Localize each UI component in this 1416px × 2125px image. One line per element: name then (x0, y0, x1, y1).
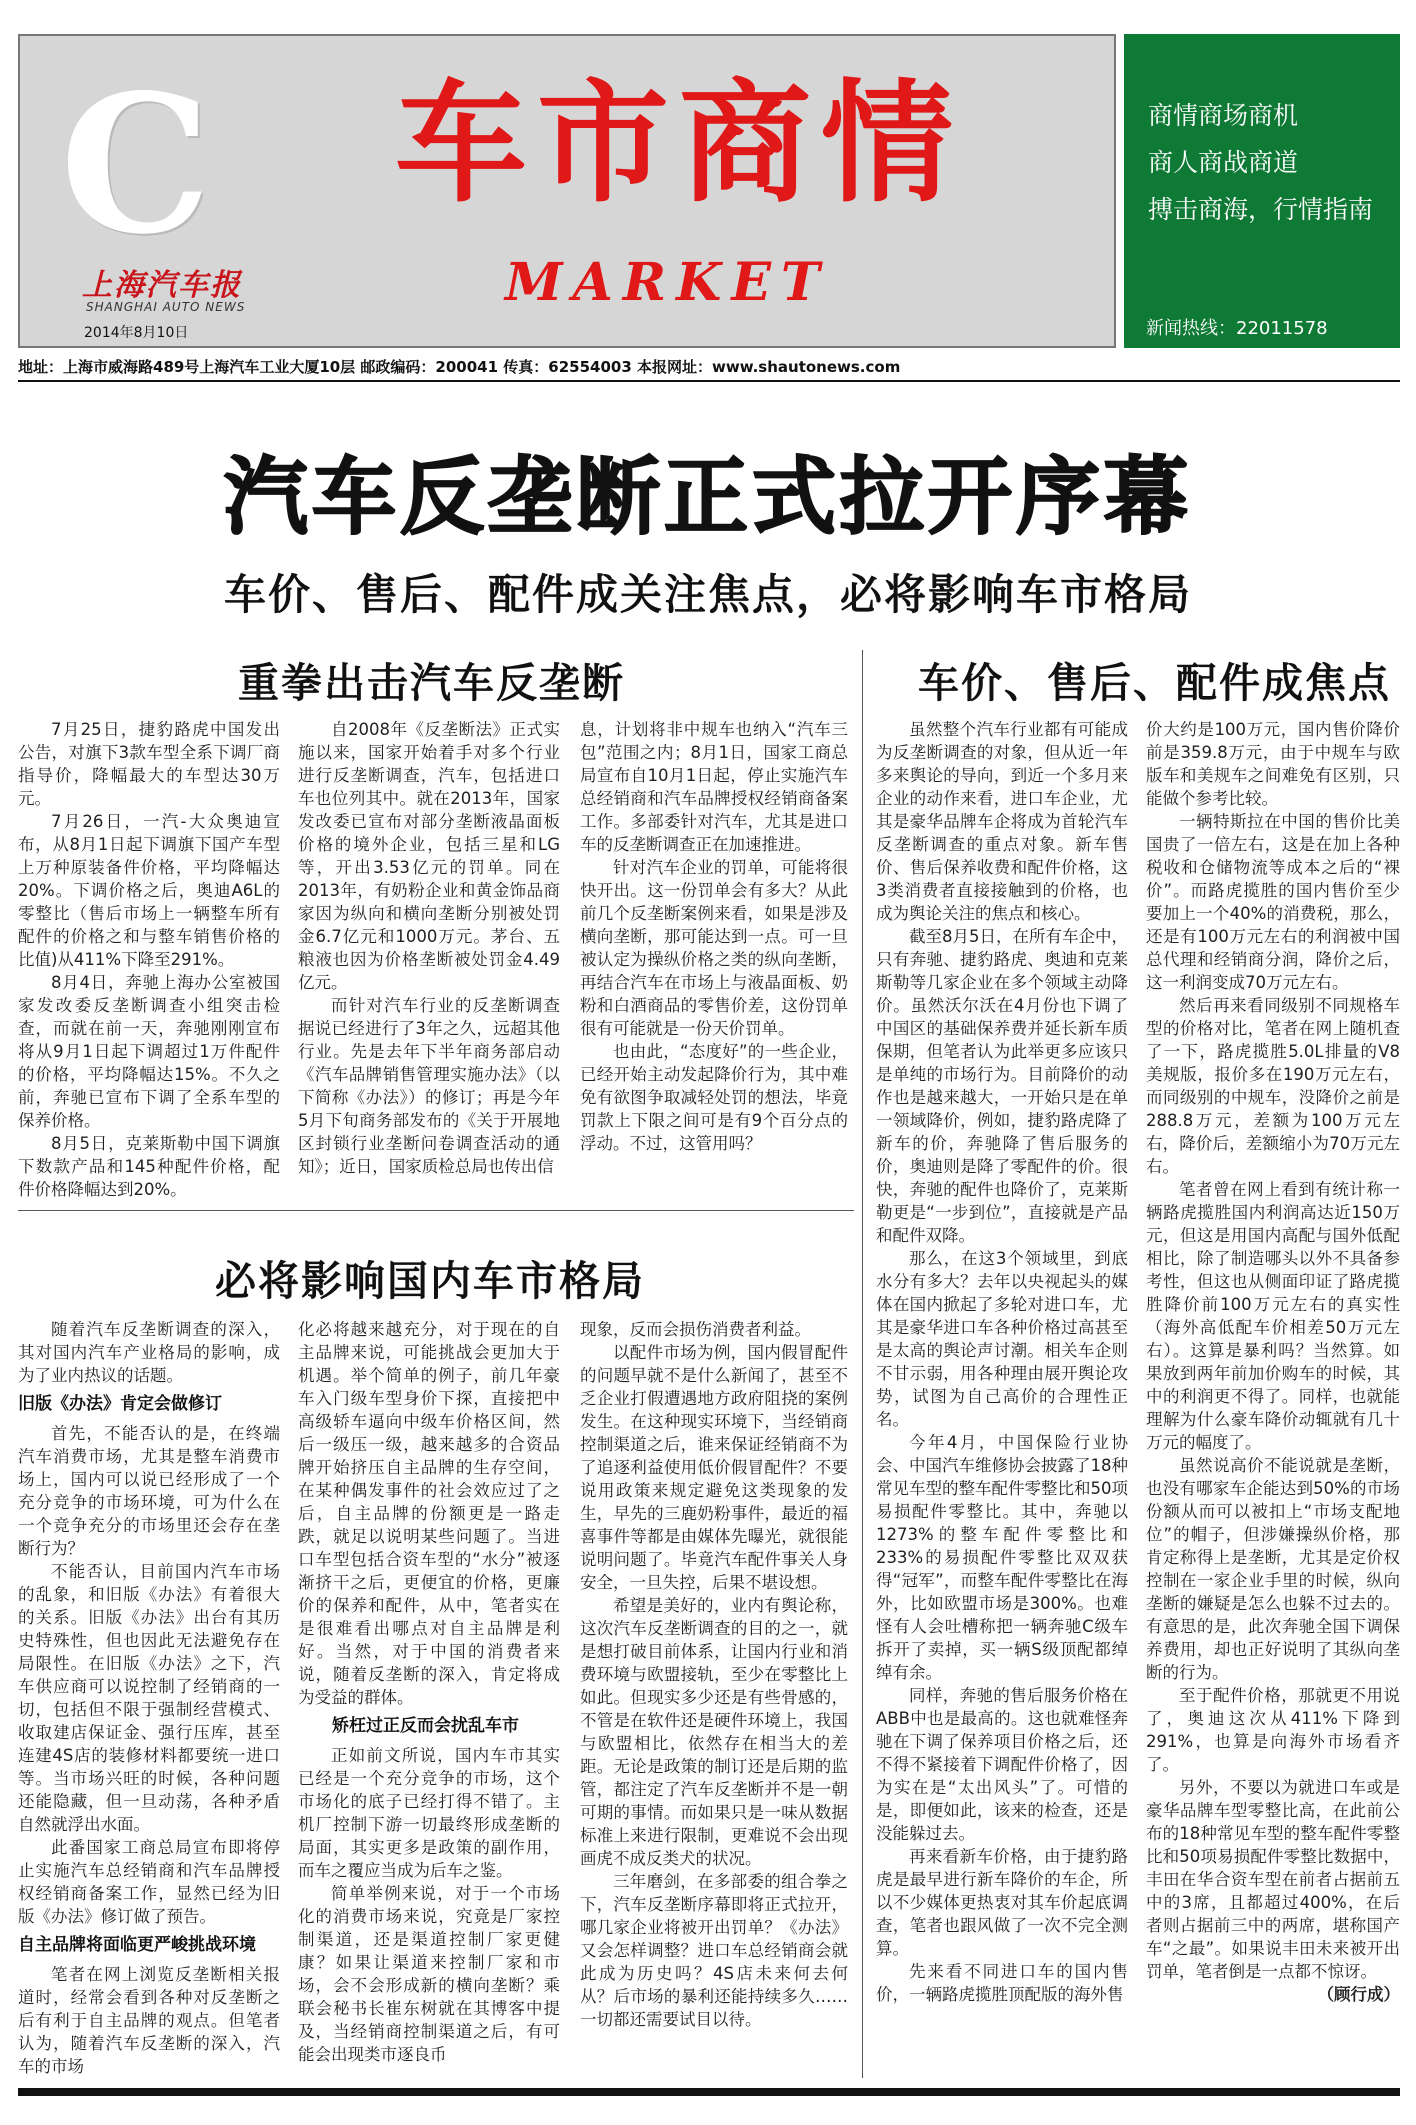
paragraph: 一辆特斯拉在中国的售价比美国贵了一倍左右，这是在加上各种税收和仓储物流等成本之后的“裸价”。而路虎揽胜的国内售价至少要加上一个40%的消费税，那么，还是有100万元左右的利润被中国总代理和经销商分润，降价之后，这一利润变成70万元左右。 (1146, 812, 1400, 992)
paragraph: 截至8月5日，在所有车企中，只有奔驰、捷豹路虎、奥迪和克莱斯勒等几家企业在多个领域主动降价。虽然沃尔沃在4月份也下调了中国区的基础保养费并延长新车质保期，但笔者认为此举更多应该只是单纯的市场行为。目前降价的动作也是越来越大，一开始只是在单一领域降价，例如，捷豹路虎降了新车的价，奔驰降了售后服务的价，奥迪则是降了零配件的价。很快，奔驰的配件也降价了，克莱斯勒更是“一步到位”，直接就是产品和配件双降。 (876, 927, 1128, 1245)
paragraph: 希望是美好的，业内有舆论称，这次汽车反垄断调查的目的之一，就是想打破目前体系，让国内行业和消费环境与欧盟接轨，至少在零整比上如此。但现实多少还是有些骨感的，不管是在软件还是硬件环境上，我国与欧盟相比，依然存在相当大的差距。无论是政策的制订还是后期的监管，都注定了汽车反垄断并不是一朝可期的事情。而如果只是一味从数据标准上来进行限制，更难说不会出现画虎不成反类犬的状况。 (580, 1596, 848, 1868)
issue-date: 2014年8月10日 (84, 325, 189, 341)
newspaper-logo-english: SHANGHAI AUTO NEWS (86, 300, 246, 314)
paragraph: 然后再来看同级别不同规格车型的价格对比，笔者在网上随机查了一下，路虎揽胜5.0L排量的V8美规版，报价多在190万元左右，而同级别的中规车，没降价之前是288.8万元，差额为100万元左右，降价后，差额缩小为70万元左右。 (1146, 996, 1400, 1176)
article-title-3: 必将影响国内车市格局 (215, 1257, 645, 1305)
main-headline: 汽车反垄断正式拉开序幕 (223, 448, 1192, 546)
section-subtitle: MARKET (505, 252, 830, 313)
section-divider (18, 1210, 854, 1211)
byline: （顾行成） (1317, 1985, 1400, 2004)
column-divider (862, 650, 863, 2078)
paragraph: 7月26日，一汽-大众奥迪宣布，从8月1日起下调旗下国产车型上万种原装备件价格，平均降幅达20%。下调价格之后，奥迪A6L的零整比（售后市场上一辆整车所有配件的价格之和与整车销售价格的比值)从411%下降至291%。 (18, 812, 280, 969)
paragraph: 8月5日，克莱斯勒中国下调旗下数款产品和145种配件价格，配件价格降幅达到20%。 (18, 1134, 280, 1199)
paragraph: 另外，不要以为就进口车或是豪华品牌车型零整比高，在此前公布的18种常见车型的整车配件零整比和50项易损配件零整比数据中，丰田在华合资车型在前者占据前五中的3席，且都超过400%，在后者则占据前三中的两席，堪称国产车“之最”。如果说丰田未来被开出罚单，笔者倒是一点都不惊讶。 (1146, 1778, 1400, 1981)
paragraph: 价大约是100万元，国内售价降价前是359.8万元，由于中规车与欧版车和美规车之间难免有区别，只能做个参考比较。 (1146, 720, 1400, 808)
paragraph: 息，计划将非中规车也纳入“汽车三包”范围之内；8月1日，国家工商总局宣布自10月1日起，停止实施汽车总经销商和汽车品牌授权经销商备案工作。多部委针对汽车，尤其是进口车的反垄断调查正在加速推进。 (580, 720, 848, 854)
paragraph: 自2008年《反垄断法》正式实施以来，国家开始着手对多个行业进行反垄断调查，汽车，包括进口车也位列其中。就在2013年，国家发改委已宣布对部分垄断液晶面板价格的境外企业，包括三星和LG等，开出3.53亿元的罚单。同在2013年，有奶粉企业和黄金饰品商家因为纵向和横向垄断分别被处罚金6.7亿元和1000万元。茅台、五粮液也因为价格垄断被处罚金4.49亿元。 (298, 720, 560, 992)
article-3-column-1 (18, 1318, 280, 2078)
paragraph: 同样，奔驰的售后服务价格在ABB中也是最高的。这也就难怪奔驰在下调了保养项目价格之后，还不得不紧接着下调配件价格了，因为实在是“太出风头”了。可惜的是，即便如此，该来的检查，还是没能躲过去。 (876, 1686, 1128, 1843)
paragraph: 那么，在这3个领域里，到底水分有多大？去年以央视起头的媒体在国内掀起了多轮对进口车，尤其是豪华进口车各种价格过高甚至是太高的舆论声讨潮。相关车企则不甘示弱，用各种理由展开舆论攻势，试图为自己高价的合理性正名。 (876, 1249, 1128, 1429)
paragraph: 今年4月，中国保险行业协会、中国汽车维修协会披露了18种常见车型的整车配件零整比和50项易损配件零整比。其中，奔驰以1273%的整车配件零整比和233%的易损配件零整比双双获得“冠军”，而整车配件零整比在海外，比如欧盟市场是300%。也难怪有人会吐槽称把一辆奔驰C级车拆开了卖掉，买一辆S级顶配都绰绰有余。 (876, 1433, 1128, 1682)
article-1-column-3 (580, 718, 848, 1155)
newspaper-logo: 上海汽车报 (82, 268, 242, 303)
paragraph: 笔者在网上浏览反垄断相关报道时，经常会看到各种对反垄断之后有利于自主品牌的观点。但笔者认为，随着汽车反垄断的深入，汽车的市场 (18, 1965, 280, 2076)
article-3-column-2 (298, 1318, 560, 2066)
slogan-line: 搏击商海，行情指南 (1148, 195, 1374, 224)
paragraph: 简单举例来说，对于一个市场化的消费市场来说，究竟是厂家控制渠道，还是渠道控制厂家更健康？如果让渠道来控制厂家和市场，会不会形成新的横向垄断？乘联会秘书长崔东树就在其博客中提及，当经销商控制渠道之后，有可能会出现类市逐良币 (298, 1884, 560, 2064)
article-title-2: 车价、售后、配件成焦点 (918, 659, 1391, 707)
paragraph: 以配件市场为例，国内假冒配件的问题早就不是什么新闻了，甚至不乏企业打假遭遇地方政府阻挠的案例发生。在这种现实环境下，当经销商控制渠道之后，谁来保证经销商不为了追逐利益使用低价假冒配件？不要说用政策来规定避免这类现象的发生，早先的三鹿奶粉事件，最近的福喜事件等都是由媒体先曝光，就很能说明问题了。毕竟汽车配件事关人身安全，一旦失控，后果不堪设想。 (580, 1343, 848, 1592)
article-1-column-1 (18, 718, 280, 1201)
divider (18, 380, 1400, 382)
paragraph: 针对汽车企业的罚单，可能将很快开出。这一份罚单会有多大？从此前几个反垄断案例来看，如果是涉及横向垄断，那可能达到一点。可一旦被认定为操纵价格之类的纵向垄断，再结合汽车在市场上与液晶面板、奶粉和白酒商品的零售价差，这份罚单很有可能就是一份天价罚单。 (580, 858, 848, 1038)
article-1-column-2 (298, 718, 560, 1178)
bottom-rule (18, 2088, 1400, 2096)
article-2-column-2 (1146, 718, 1400, 2006)
subheading: 自主品牌将面临更严峻挑战环境 (18, 1935, 256, 1955)
paragraph: 此番国家工商总局宣布即将停止实施汽车总经销商和汽车品牌授权经销商备案工作，显然已经为旧版《办法》修订做了预告。 (18, 1838, 280, 1926)
paragraph: 也由此，“态度好”的一些企业，已经开始主动发起降价行为，其中难免有欲图争取减轻处罚的想法，毕竟罚款上下限之间可是有9个百分点的浮动。不过，这管用吗？ (580, 1042, 848, 1153)
sub-headline: 车价、售后、配件成关注焦点，必将影响车市格局 (223, 570, 1192, 619)
slogan-line: 商人商战商道 (1148, 148, 1299, 177)
slogan-panel (1124, 34, 1400, 348)
paragraph: 笔者曾在网上看到有统计称一辆路虎揽胜国内利润高达近150万元，但这是用国内高配与国外低配相比，除了制造哪头以外不具备参考性，但这也从侧面印证了路虎揽胜降价前100万元左右的真实性（海外高低配车价相差50万元左右）。这算是暴利吗？当然算。如果放到两年前加价购车的时候，其中的利润更不得了。同样，也就能理解为什么豪车降价动辄就有几十万元的幅度了。 (1146, 1180, 1400, 1452)
paragraph: 7月25日，捷豹路虎中国发出公告，对旗下3款车型全系下调厂商指导价，降幅最大的车型达30万元。 (18, 720, 280, 808)
paragraph: 三年磨剑，在多部委的组合拳之下，汽车反垄断序幕即将正式拉开，哪几家企业将被开出罚单？《办法》又会怎样调整？进口车总经销商会就此成为历史吗？4S店未来何去何从？后市场的暴利还能持续多久……一切都还需要试目以待。 (580, 1872, 848, 2029)
news-hotline: 新闻热线：22011578 (1146, 318, 1328, 339)
slogan-line: 商情商场商机 (1148, 101, 1299, 130)
address-line: 地址：上海市威海路489号上海汽车工业大厦10层 邮政编码：200041 传真：62554003 本报网址：www.shautonews.com (18, 358, 901, 376)
paragraph: 化必将越来越充分，对于现在的自主品牌来说，可能挑战会更加大于机遇。举个简单的例子，前几年豪车入门级车型身价下探，直接把中高级轿车逼向中级车价格区间，然后一级压一级，越来越多的合资品牌开始挤压自主品牌的生存空间，在某种偶发事件的社会效应过了之后，自主品牌的份额更是一路走跌，就足以说明某些问题了。当进口车型包括合资车型的“水分”被逐渐挤干之后，更便宜的价格，更廉价的保养和配件，从中，笔者实在是很难看出哪点对自主品牌是利好。当然，对于中国的消费者来说，随着反垄断的深入，肯定将成为受益的群体。 (298, 1320, 560, 1707)
paragraph: 虽然说高价不能说就是垄断，也没有哪家车企能达到50%的市场份额从而可以被扣上“市场支配地位”的帽子，但涉嫌操纵价格，那肯定称得上是垄断，尤其是定价权控制在一家企业手里的时候，纵向垄断的嫌疑是怎么也躲不过去的。有意思的是，此次奔驰全国下调保养费用，却也正好说明了其纵向垄断的行为。 (1146, 1456, 1400, 1682)
paragraph: 虽然整个汽车行业都有可能成为反垄断调查的对象，但从近一年多来舆论的导向，到近一个多月来企业的动作来看，进口车企业，尤其是豪华品牌车企将成为首轮汽车反垄断调查的重点对象。新车售价、售后保养收费和配件价格，这3类消费者直接接触到的价格，也成为舆论关注的焦点和核心。 (876, 720, 1128, 923)
paragraph: 8月4日，奔驰上海办公室被国家发改委反垄断调查小组突击检查，而就在前一天，奔驰刚刚宣布将从9月1日起下调超过1万件配件的价格，平均降幅达15%。不久之前，奔驰已宣布下调了全系车型的保养价格。 (18, 973, 280, 1130)
section-title: 车市商情 (395, 66, 963, 221)
subheading: 矫枉过正反而会扰乱车市 (332, 1716, 519, 1736)
subheading: 旧版《办法》肯定会做修订 (18, 1394, 222, 1414)
paragraph: 至于配件价格，那就更不用说了，奥迪这次从411%下降到291%，也算是向海外市场看齐了。 (1146, 1686, 1400, 1774)
paragraph: 再来看新车价格，由于捷豹路虎是最早进行新车降价的车企，所以不少媒体更热衷对其车价起底调查，笔者也跟风做了一次不完全测算。 (876, 1847, 1128, 1958)
paragraph: 先来看不同进口车的国内售价，一辆路虎揽胜顶配版的海外售 (876, 1962, 1128, 2004)
paragraph: 随着汽车反垄断调查的深入，其对国内汽车产业格局的影响，成为了业内热议的话题。 (18, 1320, 280, 1385)
paragraph: 不能否认，目前国内汽车市场的乱象，和旧版《办法》有着很大的关系。旧版《办法》出台有其历史特殊性，但也因此无法避免存在局限性。在旧版《办法》之下，汽车供应商可以说控制了经销商的一切，包括但不限于强制经营模式、收取建店保证金、强行压库，甚至连建4S店的装修材料都要统一进口等。当市场兴旺的时候，各种问题还能隐藏，但一旦动荡，各种矛盾自然就浮出水面。 (18, 1562, 280, 1834)
paragraph: 首先，不能否认的是，在终端汽车消费市场，尤其是整车消费市场上，国内可以说已经形成了一个充分竞争的市场环境，可为什么在一个竞争充分的市场里还会存在垄断行为？ (18, 1424, 280, 1558)
paragraph: 而针对汽车行业的反垄断调查据说已经进行了3年之久，远超其他行业。先是去年下半年商务部启动《汽车品牌销售管理实施办法》（以下简称《办法》）的修订；再是今年5月下旬商务部发布的《关于开展地区封锁行业垄断问卷调查活动的通知》；近日，国家质检总局也传出信 (298, 996, 560, 1176)
article-title-1: 重拳出击汽车反垄断 (238, 659, 625, 707)
paragraph: 现象，反而会损伤消费者利益。 (580, 1320, 811, 1339)
article-3-column-3 (580, 1318, 848, 2031)
masthead-letter: C (60, 53, 212, 276)
paragraph: 正如前文所说，国内车市其实已经是一个充分竞争的市场，这个市场化的底子已经打得不错了。主机厂控制下游一切最终形成垄断的局面，其实更多是政策的副作用，而车之覆应当成为后车之鉴。 (298, 1746, 560, 1880)
article-2-column-1 (876, 718, 1128, 2006)
